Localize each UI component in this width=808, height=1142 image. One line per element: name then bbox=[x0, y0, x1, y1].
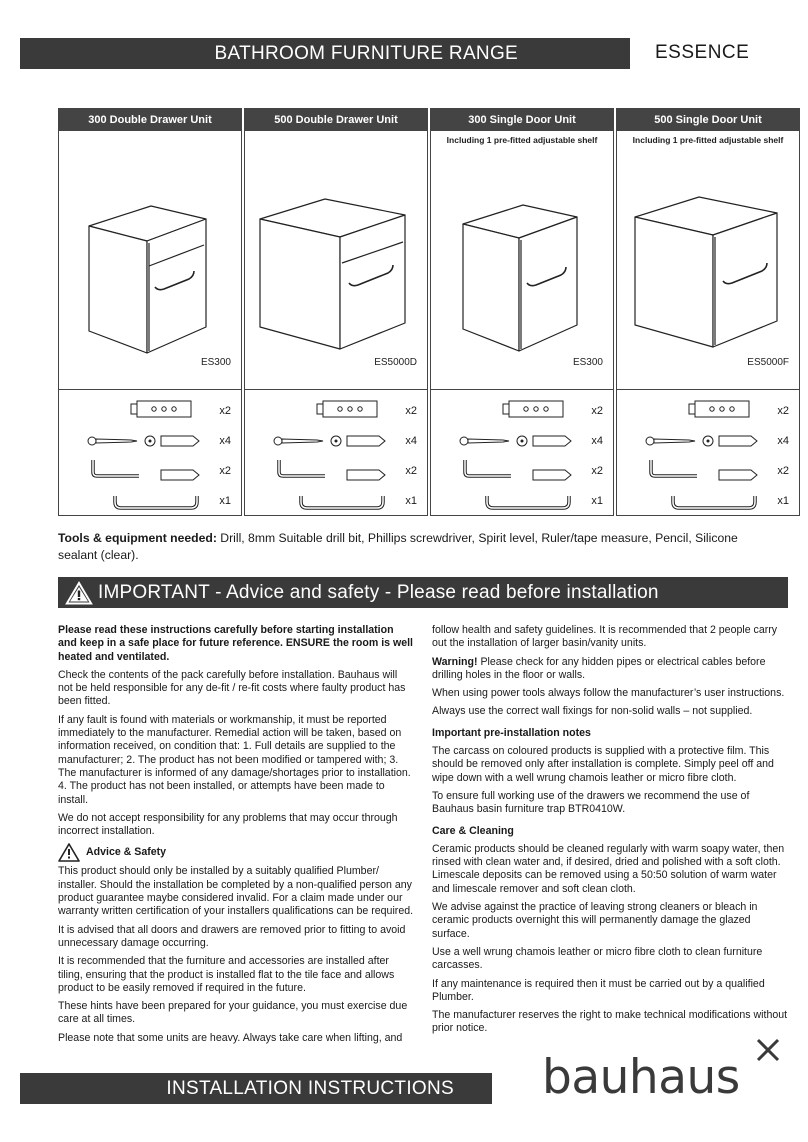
fitting-qty: x2 bbox=[405, 405, 417, 417]
fitting-qty: x2 bbox=[777, 405, 789, 417]
paragraph: Ceramic products should be cleaned regularly with warm soapy water, then rinsed with clean water and, if desired, dried and polished with a soft cloth. Limescale deposits can be removed using a 50:50 solution of warm water and limescale remover and soft clean cloth. bbox=[432, 842, 785, 895]
intro-text: Please read these instructions carefully before starting installation and keep in a safe place for future reference. ENSURE the room is well heated and ventilated. bbox=[58, 624, 413, 663]
bauhaus-logo: bauhaus bbox=[542, 1050, 740, 1105]
unit-panel-300-single-door bbox=[430, 108, 614, 516]
advice-heading bbox=[58, 843, 414, 862]
double-drawer-wide-illustration bbox=[245, 131, 427, 389]
paragraph: follow health and safety guidelines. It is recommended that 2 people carry out the installation of larger basin/vanity units. bbox=[432, 624, 778, 650]
footer-title: INSTALLATION INSTRUCTIONS bbox=[166, 1077, 454, 1099]
paragraph: Check the contents of the pack carefully before installation. Bauhaus will not be held responsible for any de-fit / re-fit costs where faulty product has been fitted. bbox=[58, 668, 406, 708]
unit-code: ES5000D bbox=[374, 357, 417, 368]
paragraph: This product should only be installed by a suitably qualified Plumber/ installer. Should the installation be completed by a non-qualified person any product guarantee maybe considered invalid. For a claim made under our warranty written certification of your installers qualifications can be required. bbox=[58, 865, 414, 918]
hook-bolt-plug-icon bbox=[93, 460, 199, 480]
fittings-list bbox=[431, 390, 613, 516]
paragraph: We do not accept responsibility for any problems that may occur through incorrect installation. bbox=[58, 811, 398, 838]
handle-icon bbox=[115, 496, 197, 508]
paragraph: Always use the correct wall fixings for non-solid walls – not supplied. bbox=[432, 705, 753, 718]
fitting-qty: x4 bbox=[777, 435, 789, 447]
unit-panel-500-double-drawer bbox=[244, 108, 428, 516]
fitting-qty: x4 bbox=[219, 435, 231, 447]
paragraph: These hints have been prepared for your guidance, you must exercise due care at all times. bbox=[58, 1000, 408, 1026]
unit-title: 500 Single Door Unit bbox=[617, 109, 799, 131]
paragraph: Use a well wrung chamois leather or micro fibre cloth to clean furniture carcasses. bbox=[432, 945, 763, 972]
fitting-qty: x4 bbox=[405, 435, 417, 447]
fitting-qty: x1 bbox=[591, 495, 603, 507]
paragraph: It is advised that all doors and drawers are removed prior to fitting to avoid unnecessary damage occurring. bbox=[58, 923, 406, 949]
unit-code: ES300 bbox=[572, 357, 603, 368]
single-door-narrow-illustration bbox=[431, 131, 613, 389]
unit-subtitle: Including 1 pre-fitted adjustable shelf bbox=[446, 135, 598, 145]
fitting-qty: x1 bbox=[219, 495, 231, 507]
unit-title: 300 Single Door Unit bbox=[431, 109, 613, 131]
advice-heading-text: Advice & Safety bbox=[86, 846, 167, 859]
footer-banner bbox=[20, 1073, 492, 1104]
right-column bbox=[432, 624, 790, 1041]
warning-icon bbox=[58, 843, 80, 862]
warning-icon bbox=[64, 580, 94, 606]
paragraph: If any maintenance is required then it must be carried out by a qualified Plumber. bbox=[432, 977, 765, 1003]
unit-subtitle: Including 1 pre-fitted adjustable shelf bbox=[632, 135, 784, 145]
unit-code: ES5000F bbox=[747, 357, 789, 368]
warning-label: Warning! bbox=[432, 655, 478, 668]
unit-title: 300 Double Drawer Unit bbox=[59, 109, 241, 131]
fitting-qty: x2 bbox=[777, 465, 789, 477]
fittings-list bbox=[617, 390, 799, 516]
top-banner bbox=[20, 38, 630, 69]
paragraph: It is recommended that the furniture and accessories are installed after tiling, ensuring that the product is installed flat to the tile face and allows product to be easily removed if required in the future. bbox=[58, 955, 395, 994]
important-banner bbox=[58, 577, 788, 608]
paragraph: To ensure full working use of the drawers we recommend the use of Bauhaus basin furniture trap BTR0410W. bbox=[432, 789, 750, 816]
fitting-qty: x2 bbox=[219, 405, 231, 417]
range-name: ESSENCE bbox=[655, 42, 750, 63]
fitting-qty: x1 bbox=[777, 495, 789, 507]
unit-code: ES300 bbox=[200, 357, 231, 368]
single-door-wide-illustration bbox=[617, 131, 799, 389]
fittings-list bbox=[245, 390, 427, 516]
screw-washer-plug-icon bbox=[88, 436, 199, 446]
pre-installation-heading: Important pre-installation notes bbox=[432, 726, 591, 739]
banner-title: BATHROOM FURNITURE RANGE bbox=[214, 42, 518, 64]
wall-bracket-icon bbox=[131, 401, 191, 417]
left-column bbox=[58, 624, 414, 1050]
warning-paragraph bbox=[432, 656, 790, 683]
paragraph: The carcass on coloured products is supplied with a protective film. This should be removed only after installation is complete. Simply peel off and wipe down with a well wrung chamois leather or micro fibre cloth. bbox=[432, 745, 774, 784]
unit-panel-300-double-drawer bbox=[58, 108, 242, 516]
fitting-qty: x2 bbox=[405, 465, 417, 477]
fittings-list bbox=[59, 390, 241, 516]
unit-panel-500-single-door bbox=[616, 108, 800, 516]
paragraph: Please note that some units are heavy. Always take care when lifting, and bbox=[58, 1031, 403, 1044]
paragraph: When using power tools always follow the manufacturer’s user instructions. bbox=[432, 687, 785, 700]
paragraph: The manufacturer reserves the right to make technical modifications without prior notice. bbox=[432, 1009, 788, 1035]
fitting-qty: x2 bbox=[591, 405, 603, 417]
logo-x-icon bbox=[755, 1037, 781, 1063]
fitting-qty: x1 bbox=[405, 495, 417, 507]
tools-needed bbox=[58, 530, 758, 564]
paragraph: We advise against the practice of leaving strong cleaners or bleach in ceramic products overnight this will permanently damage the glazed surface. bbox=[432, 901, 758, 940]
warning-text: Please check for any hidden pipes or electrical cables before drilling holes in the floor or walls. bbox=[432, 655, 766, 681]
tools-text: Drill, 8mm Suitable drill bit, Phillips screwdriver, Spirit level, Ruler/tape measure, Pencil, Silicone sealant (clear). bbox=[58, 531, 738, 562]
important-title: IMPORTANT - Advice and safety - Please read before installation bbox=[98, 581, 659, 603]
unit-title: 500 Double Drawer Unit bbox=[245, 109, 427, 131]
care-cleaning-heading: Care & Cleaning bbox=[432, 824, 514, 837]
tools-label: Tools & equipment needed: bbox=[58, 531, 217, 545]
fitting-qty: x4 bbox=[591, 435, 603, 447]
paragraph: If any fault is found with materials or workmanship, it must be reported immediately to the manufacturer. Remedial action will be taken, based on information received, on condition that: 1. Full details are supplied to the manufacturer; 2. The product has not been modified or tampered with; 3. The manufacturer is informed of any damage/shortages prior to installation. 4. The product has not been installed, or attempts have been made to install. bbox=[58, 713, 411, 806]
fitting-qty: x2 bbox=[219, 465, 231, 477]
fitting-qty: x2 bbox=[591, 465, 603, 477]
double-drawer-narrow-illustration bbox=[59, 131, 241, 389]
